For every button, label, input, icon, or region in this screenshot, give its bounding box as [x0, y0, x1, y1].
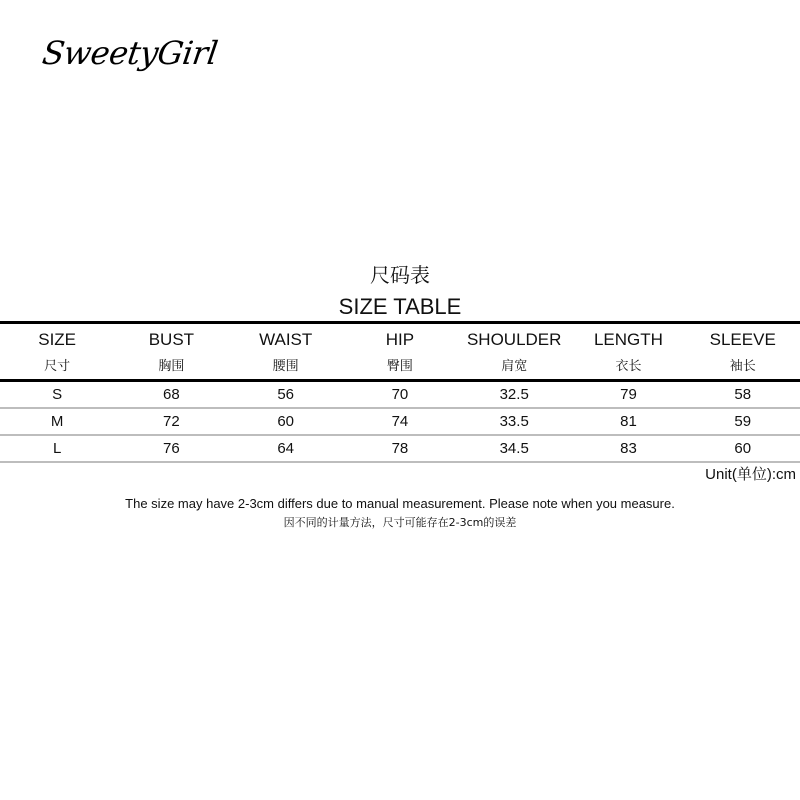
cell-sleeve: 60: [734, 440, 752, 457]
cell-bust: 76: [163, 440, 180, 457]
header-size-cn: 尺寸: [44, 359, 71, 374]
header-waist-cn: 腰围: [272, 359, 299, 374]
cell-hip: 78: [391, 440, 409, 457]
cell-size: M: [50, 413, 64, 430]
unit-label: Unit(单位):cm: [705, 466, 796, 483]
header-row-en: [0, 324, 800, 356]
cell-hip: 74: [391, 413, 409, 430]
table-header: [0, 324, 800, 382]
cell-bust: 68: [163, 386, 180, 403]
size-table: [0, 321, 800, 463]
cell-sleeve: 59: [734, 413, 752, 430]
cell-hip: 70: [391, 386, 409, 403]
measurement-note-cn: 因不同的计量方法，尺寸可能存在2-3cm的误差: [283, 516, 517, 529]
size-table-title-en: SIZE TABLE: [338, 294, 462, 319]
header-size: SIZE: [38, 330, 77, 349]
cell-size: S: [52, 386, 63, 403]
header-sleeve: SLEEVE: [709, 330, 776, 349]
cell-waist: 64: [277, 440, 294, 457]
header-row-cn: [0, 356, 800, 378]
header-shoulder-cn: 肩宽: [501, 359, 528, 374]
cell-waist: 56: [277, 386, 294, 403]
cell-length: 83: [620, 440, 637, 457]
header-bust-cn: 胸围: [158, 359, 185, 374]
cell-length: 81: [620, 413, 637, 430]
cell-waist: 60: [277, 413, 294, 430]
header-hip-cn: 臀围: [386, 359, 413, 374]
header-sleeve-cn: 袖长: [729, 359, 756, 374]
header-length: LENGTH: [593, 330, 663, 349]
header-waist: WAIST: [259, 330, 313, 349]
table-row: [0, 382, 800, 409]
header-bust: BUST: [148, 330, 195, 349]
header-shoulder: SHOULDER: [466, 330, 562, 349]
table-row: [0, 409, 800, 436]
cell-shoulder: 34.5: [499, 440, 529, 457]
cell-length: 79: [620, 386, 637, 403]
cell-bust: 72: [163, 413, 180, 430]
cell-sleeve: 58: [734, 386, 752, 403]
size-table-title-cn: 尺码表: [370, 263, 430, 287]
cell-shoulder: 32.5: [499, 386, 529, 403]
brand-logo: SweetyGirl: [40, 34, 220, 72]
header-hip: HIP: [385, 330, 415, 349]
cell-size: L: [52, 440, 62, 457]
cell-shoulder: 33.5: [499, 413, 529, 430]
measurement-note-en: The size may have 2-3cm differs due to manual measurement. Please note when you measure.: [125, 496, 675, 511]
table-row: [0, 436, 800, 463]
header-length-cn: 衣长: [615, 359, 642, 374]
